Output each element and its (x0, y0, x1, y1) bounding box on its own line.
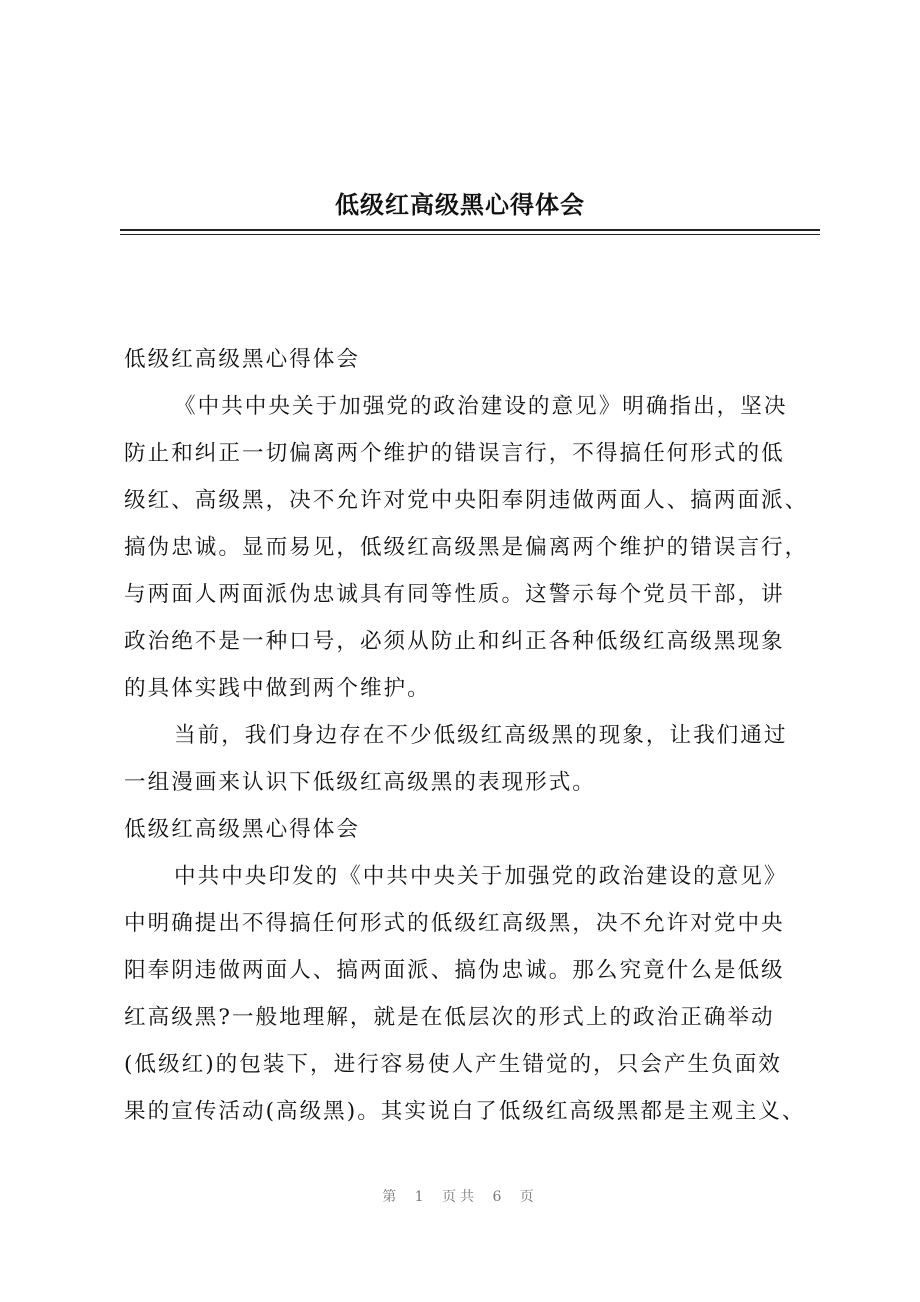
text-line: 低级红高级黑心得体会 (124, 347, 360, 372)
text-line: 中明确提出不得搞任何形式的低级红高级黑，决不允许对党中央 (124, 911, 785, 936)
text-line: 中共中央印发的《中共中央关于加强党的政治建设的意见》 (174, 864, 788, 889)
text-line: (低级红)的包装下，进行容易使人产生错觉的，只会产生负面效 (124, 1052, 782, 1077)
document-body (124, 336, 826, 1135)
text-line: 搞伪忠诚。显而易见，低级红高级黑是偏离两个维护的错误言行， (124, 535, 809, 560)
text-line: 防止和纠正一切偏离两个维护的错误言行，不得搞任何形式的低 (124, 441, 785, 466)
title-divider-thick (120, 229, 820, 231)
text-line: 政治绝不是一种口号，必须从防止和纠正各种低级红高级黑现象 (124, 629, 785, 654)
document-title: 低级红高级黑心得体会 (335, 190, 585, 219)
page-number-footer: 第 1 页共 6 页 (382, 1189, 538, 1205)
title-divider-thin (120, 234, 820, 235)
text-line: 的具体实践中做到两个维护。 (124, 676, 431, 701)
text-line: 低级红高级黑心得体会 (124, 817, 360, 842)
text-line: 阳奉阴违做两面人、搞两面派、搞伪忠诚。那么究竟什么是低级 (124, 958, 785, 983)
text-line: 当前，我们身边存在不少低级红高级黑的现象，让我们通过 (174, 723, 788, 748)
text-line: 红高级黑?一般地理解，就是在低层次的形式上的政治正确举动 (124, 1005, 775, 1030)
text-line: 级红、高级黑，决不允许对党中央阳奉阴违做两面人、搞两面派、 (124, 488, 809, 513)
text-line: 果的宣传活动(高级黑)。其实说白了低级红高级黑都是主观主义、 (124, 1099, 806, 1124)
text-line: 与两面人两面派伪忠诚具有同等性质。这警示每个党员干部，讲 (124, 582, 785, 607)
text-line: 《中共中央关于加强党的政治建设的意见》明确指出，坚决 (174, 394, 788, 419)
text-line: 一组漫画来认识下低级红高级黑的表现形式。 (124, 770, 596, 795)
